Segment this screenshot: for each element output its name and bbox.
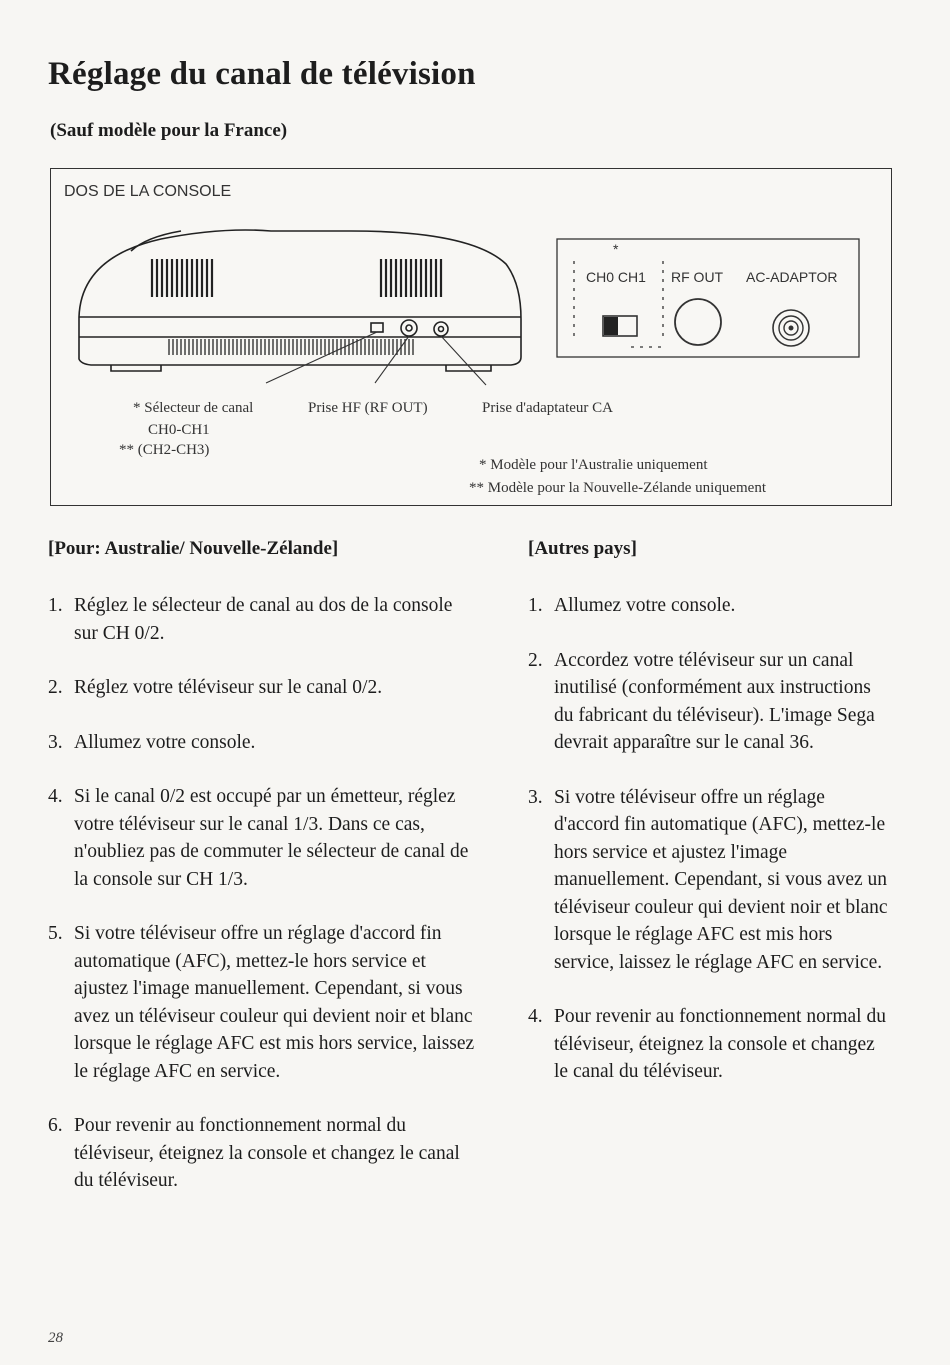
list-item [48,1112,478,1195]
list-item [528,647,893,757]
left-steps-list [48,592,478,1222]
note-new-zealand: ** Modèle pour la Nouvelle-Zélande uniquement [469,480,766,496]
step-text: Allumez votre console. [554,595,736,616]
page-number: 28 [48,1330,63,1346]
step-number: 5. [48,923,63,944]
list-item [48,674,478,702]
label-channel-values-1: CH0-CH1 [148,422,210,438]
list-item [48,920,478,1085]
connector-panel [557,239,859,357]
console-back-diagram [50,168,892,506]
step-number: 2. [528,649,543,671]
list-item [528,784,893,977]
step-number: 1. [48,595,63,616]
label-rf-out: Prise HF (RF OUT) [308,400,428,416]
step-text: Réglez votre téléviseur sur le canal 0/2. [74,677,383,698]
step-number: 6. [48,1115,63,1136]
page-subtitle: (Sauf modèle pour la France) [50,120,288,141]
step-text: Si le canal 0/2 est occupé par un émetteur, réglez votre téléviseur sur le canal 1/3. Dans ce cas, n'oubliez pas de commuter le sélecteur de canal de la console sur CH 1/3. [74,786,469,890]
step-text: Si votre téléviseur offre un réglage d'accord fin automatique (AFC), mettez-le hors service et ajustez l'image manuellement. Cependant, si vous avez un téléviseur couleur qui devient noir et blanc lorsque le réglage AFC est mis hors service, laissez le réglage AFC en service. [74,923,475,1082]
list-item [528,1003,893,1086]
step-number: 4. [528,1006,543,1027]
label-ac-adaptor: Prise d'adaptateur CA [482,400,614,416]
right-section-heading: [Autres pays] [528,538,637,559]
step-number: 3. [48,731,63,753]
left-section-heading: [Pour: Australie/ Nouvelle-Zélande] [48,538,339,559]
label-channel-selector: * Sélecteur de canal [133,400,254,416]
list-item [48,729,478,757]
list-item [48,592,478,647]
note-australia: * Modèle pour l'Australie uniquement [479,457,708,473]
label-channel-values-2: ** (CH2-CH3) [119,442,210,458]
panel-ac-label: AC-ADAPTOR [746,269,838,285]
list-item [528,592,893,620]
right-steps-list [528,592,893,1113]
step-number: 1. [528,595,543,616]
step-text: Accordez votre téléviseur sur un canal inutilisé (conformément aux instructions du fabricant du téléviseur). L'image Sega devrait apparaître sur le canal 36. [554,649,875,753]
list-item [48,783,478,893]
step-text: Pour revenir au fonctionnement normal du téléviseur, éteignez la console et changez le canal du téléviseur. [74,1115,460,1191]
step-text: Réglez le sélecteur de canal au dos de la console sur CH 0/2. [74,595,453,644]
step-number: 2. [48,677,63,698]
page-title: Réglage du canal de télévision [48,56,476,92]
step-number: 3. [528,786,543,808]
step-text: Pour revenir au fonctionnement normal du téléviseur, éteignez la console et changez le canal du téléviseur. [554,1006,886,1082]
step-text: Si votre téléviseur offre un réglage d'accord fin automatique (AFC), mettez-le hors service et ajustez l'image manuellement. Cependant, si vous avez un téléviseur couleur qui devient noir et blanc lorsque le réglage AFC est mis hors service, laissez le réglage AFC en service. [554,786,888,973]
step-text: Allumez votre console. [74,731,256,753]
panel-star: * [613,241,619,257]
diagram-header: DOS DE LA CONSOLE [64,183,232,200]
panel-switch-label: CH0 CH1 [586,269,646,285]
step-number: 4. [48,786,63,807]
panel-rf-label: RF OUT [671,269,724,285]
